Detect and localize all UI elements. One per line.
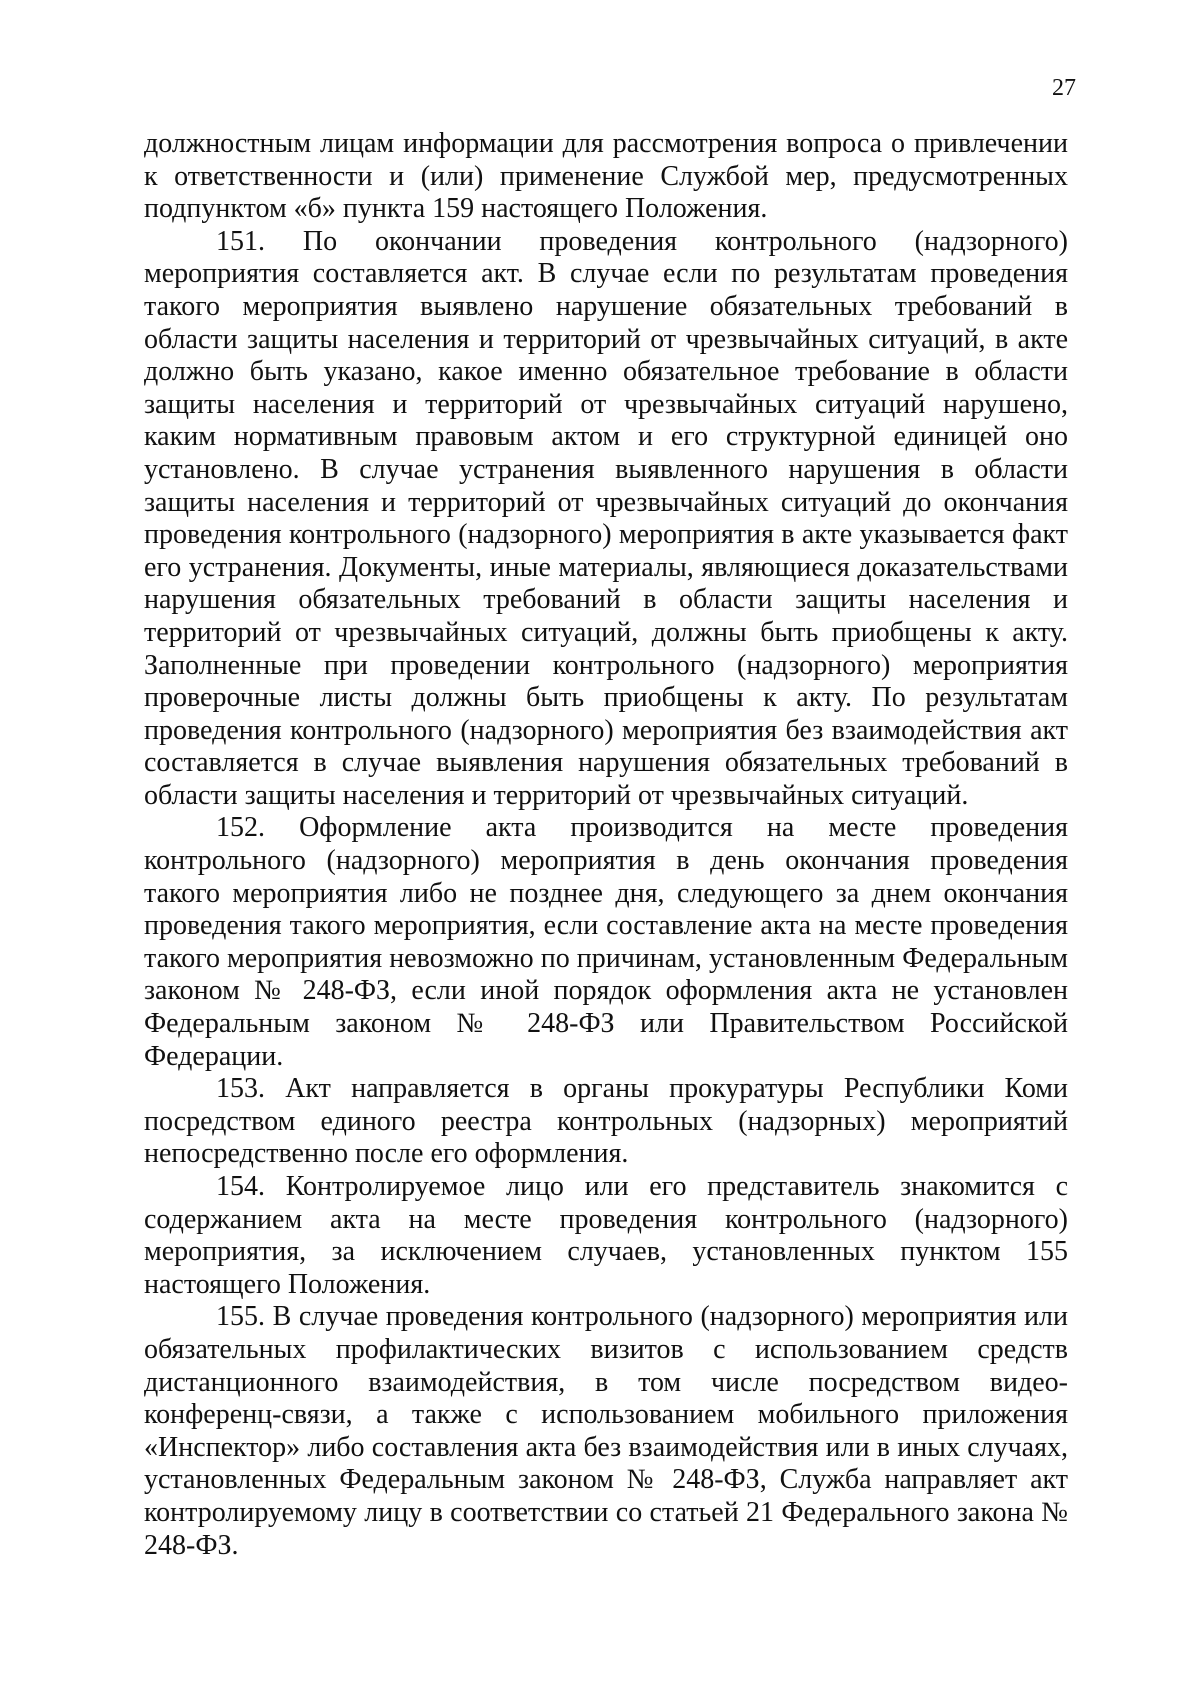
paragraph-continuation: должностным лицам информации для рассмотрения вопроса о привлечении к ответственности и (или) применение Службой мер, предусмотренных подпунктом «б» пункта 159 настоящего Положения. <box>144 128 1068 225</box>
paragraph-155: 155. В случае проведения контрольного (надзорного) мероприятия или обязательных профилактических визитов с использованием средств дистанционного взаимодействия, в том числе посредством видео-конференц-связи, а также с использованием мобильного приложения «Инспектор» либо составления акта без взаимодействия или в иных случаях, установленных Федеральным законом № 248-ФЗ, Служба направляет акт контролируемому лицу в соответствии со статьей 21 Федерального закона № 248-ФЗ. <box>144 1301 1068 1561</box>
paragraph-151: 151. По окончании проведения контрольного (надзорного) мероприятия составляется акт. В случае если по результатам проведения такого мероприятия выявлено нарушение обязательных требований в области защиты населения и территорий от чрезвычайных ситуаций, в акте должно быть указано, какое именно обязательное требование в области защиты населения и территорий от чрезвычайных ситуаций нарушено, каким нормативным правовым актом и его структурной единицей оно установлено. В случае устранения выявленного нарушения в области защиты населения и территорий от чрезвычайных ситуаций до окончания проведения контрольного (надзорного) мероприятия в акте указывается факт его устранения. Документы, иные материалы, являющиеся доказательствами нарушения обязательных требований в области защиты населения и территорий от чрезвычайных ситуаций, должны быть приобщены к акту. Заполненные при проведении контрольного (надзорного) мероприятия проверочные листы должны быть приобщены к акту. По результатам проведения контрольного (надзорного) мероприятия без взаимодействия акт составляется в случае выявления нарушения обязательных требований в области защиты населения и территорий от чрезвычайных ситуаций. <box>144 225 1068 811</box>
page-number: 27 <box>1052 75 1076 101</box>
paragraph-153: 153. Акт направляется в органы прокуратуры Республики Коми посредством единого реестра контрольных (надзорных) мероприятий непосредственно после его оформления. <box>144 1073 1068 1170</box>
document-body <box>144 128 1068 1562</box>
paragraph-152: 152. Оформление акта производится на месте проведения контрольного (надзорного) мероприятия в день окончания проведения такого мероприятия либо не позднее дня, следующего за днем окончания проведения такого мероприятия, если составление акта на месте проведения такого мероприятия невозможно по причинам, установленным Федеральным законом № 248-ФЗ, если иной порядок оформления акта не установлен Федеральным законом № 248-ФЗ или Правительством Российской Федерации. <box>144 812 1068 1072</box>
paragraph-154: 154. Контролируемое лицо или его представитель знакомится с содержанием акта на месте проведения контрольного (надзорного) мероприятия, за исключением случаев, установленных пунктом 155 настоящего Положения. <box>144 1171 1068 1300</box>
